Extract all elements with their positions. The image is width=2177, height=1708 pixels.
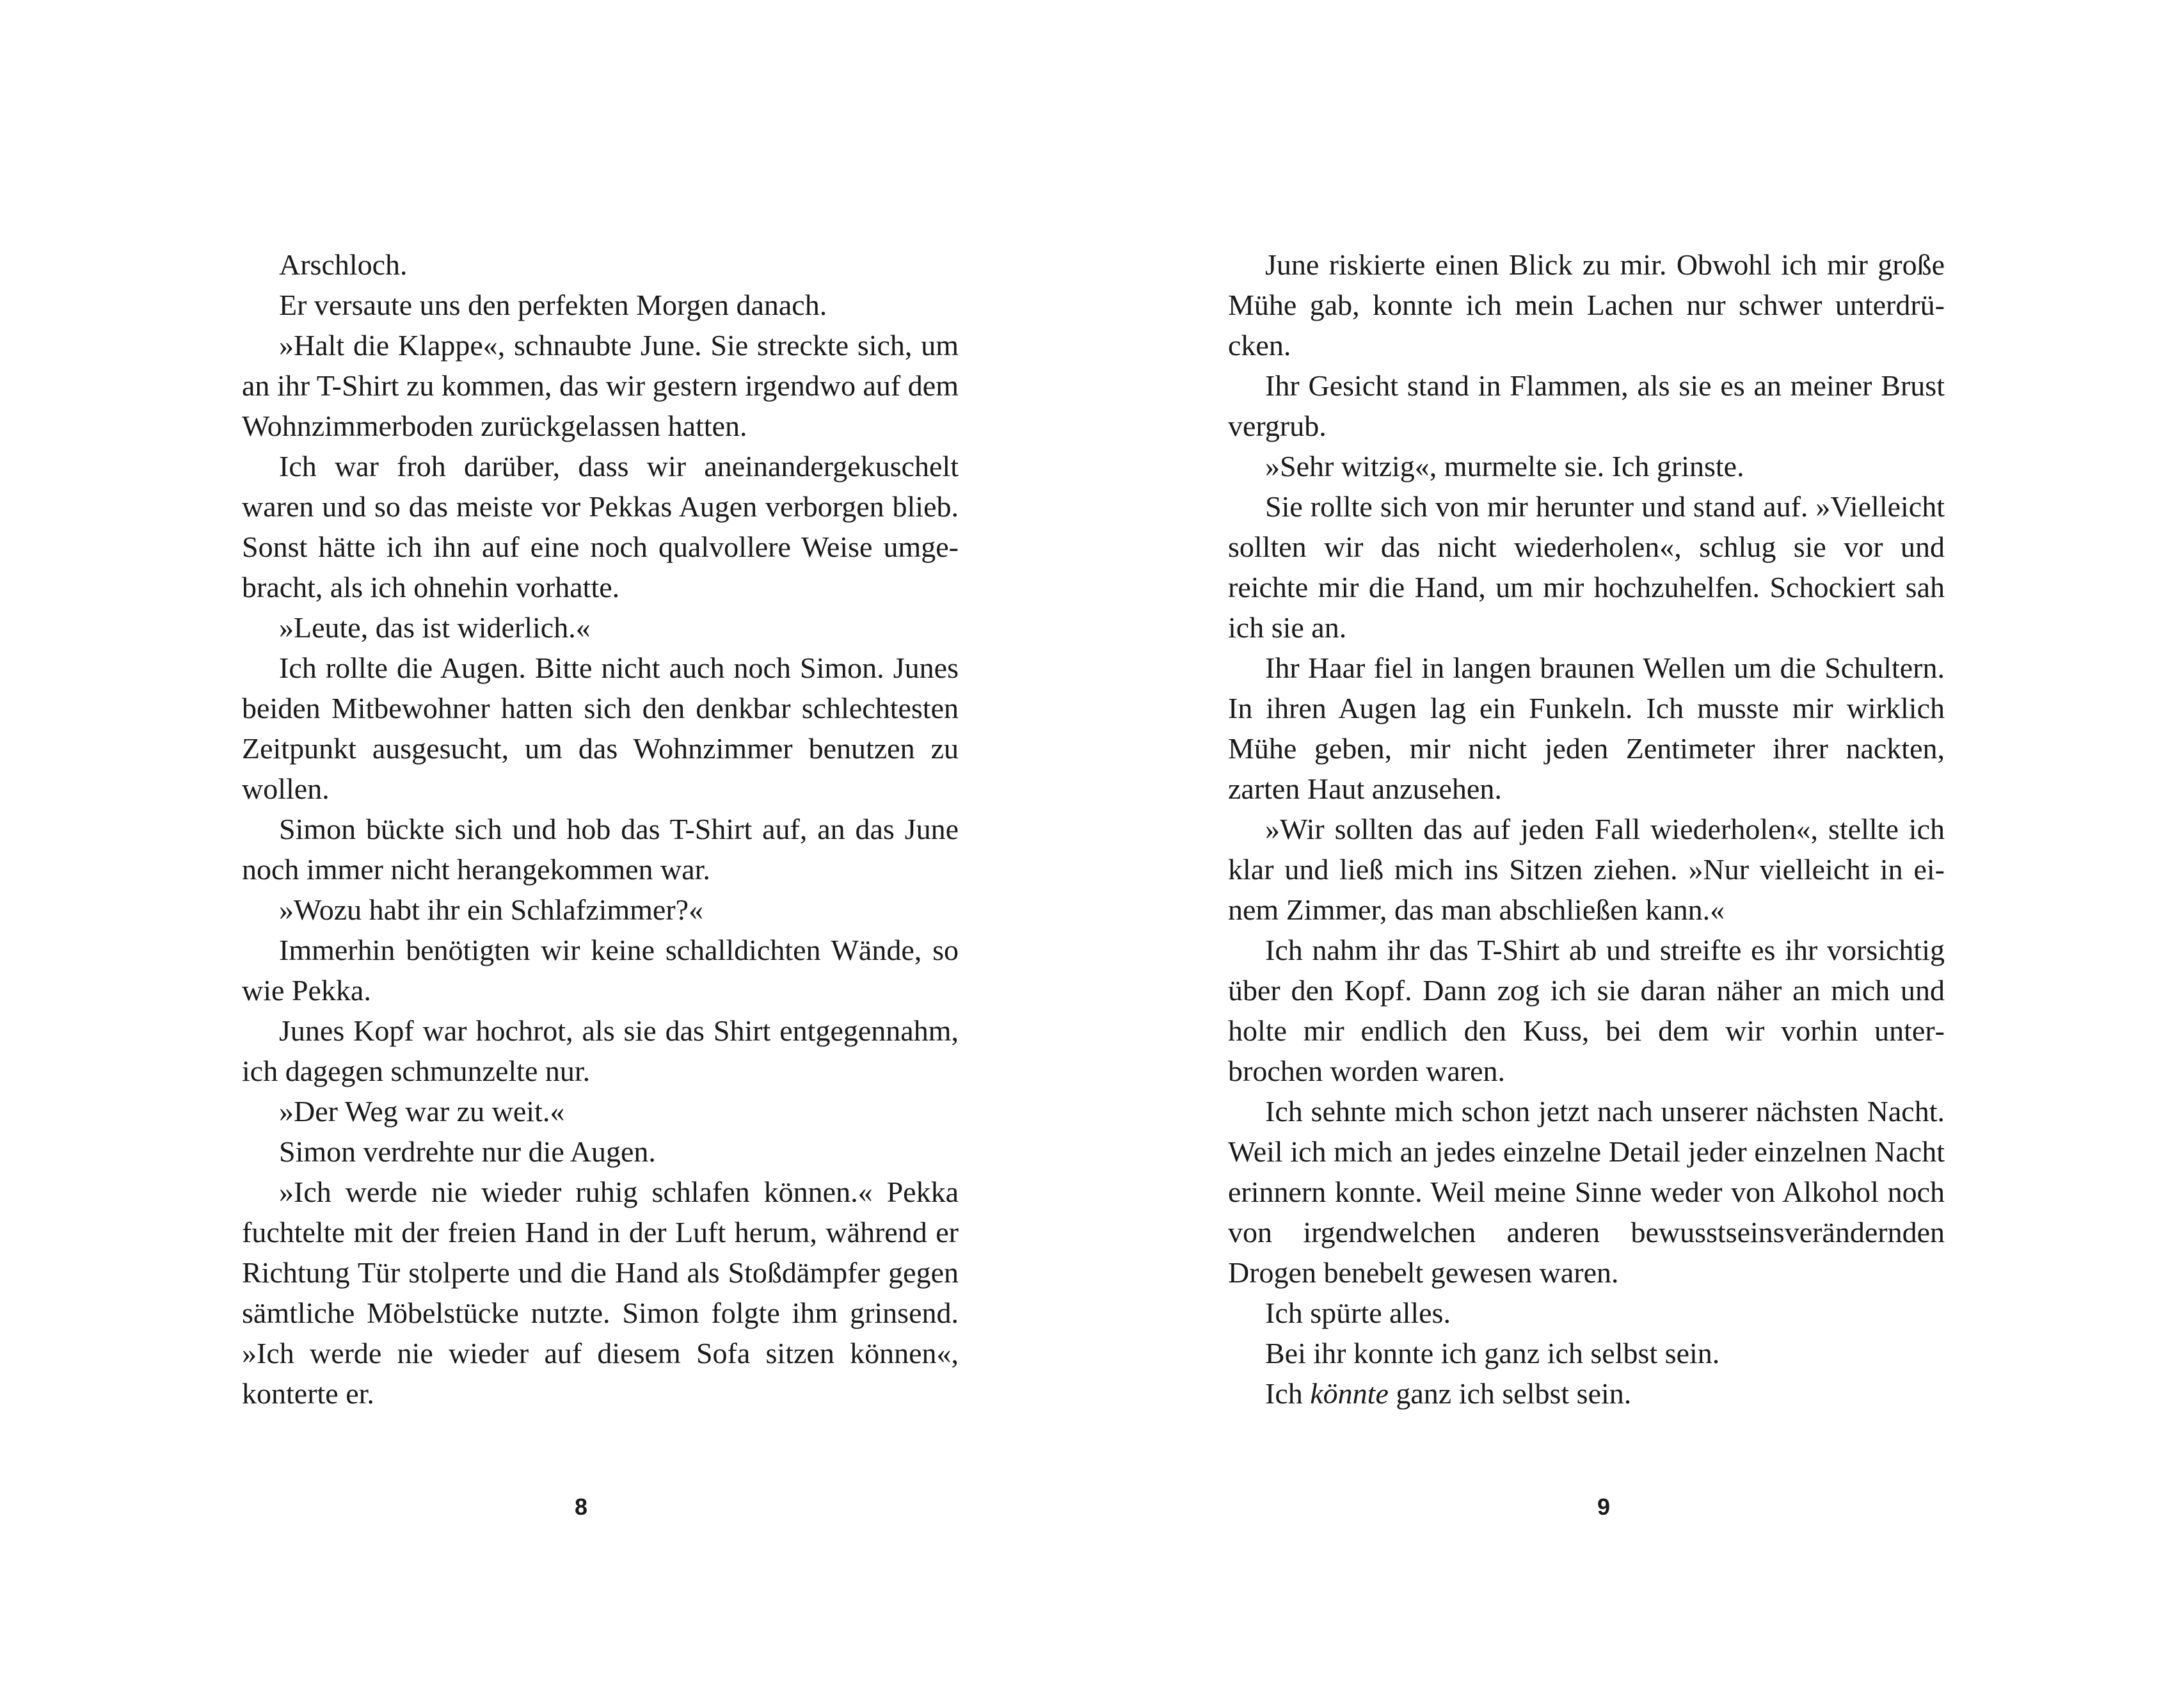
right-page-text: [1228, 244, 1945, 1414]
paragraph: »Sehr witzig«, murmelte sie. Ich grinste.: [1265, 450, 1744, 483]
paragraph: Ihr Gesicht stand in Flammen, als sie es an meiner Brust vergrub.: [1228, 369, 1945, 442]
paragraph: »Wir sollten das auf jeden Fall wiederholen«, stellte ich klar und ließ mich ins Sitzen ziehen. »Nur vielleicht in einem Zimmer, das man abschließen kann.«: [1228, 813, 1945, 926]
paragraph: »Leute, das ist widerlich.«: [279, 611, 591, 644]
paragraph: Simon bückte sich und hob das T-Shirt auf, an das June noch immer nicht herangekommen war.: [242, 813, 959, 886]
paragraph: »Halt die Klappe«, schnaubte June. Sie streckte sich, um an ihr T-Shirt zu kommen, das wir gestern irgendwo auf dem Wohnzimmerboden zurückgelassen hatten.: [242, 329, 959, 442]
paragraph: Junes Kopf war hochrot, als sie das Shirt entgegennahm, ich dagegen schmunzelte nur.: [242, 1014, 959, 1087]
last-line-before: Ich: [1265, 1377, 1311, 1410]
last-line-emphasis: könnte: [1310, 1377, 1389, 1410]
paragraph: June riskierte einen Blick zu mir. Obwohl ich mir große Mühe gab, konnte ich mein Lachen nur schwer unterdrücken.: [1228, 248, 1945, 362]
paragraph: Bei ihr konnte ich ganz ich selbst sein.: [1265, 1337, 1720, 1369]
paragraph: Arschloch.: [279, 248, 408, 281]
page-number-right: 9: [1597, 1494, 1611, 1520]
paragraph-last: [1228, 1373, 1945, 1414]
page-number-left: 8: [575, 1494, 588, 1520]
left-page-text: [242, 244, 959, 1414]
paragraph: Ich sehnte mich schon jetzt nach unserer nächsten Nacht. Weil ich mich an jedes einzelne Detail jeder einzelnen Nacht erinnern konnte. Weil meine Sinne weder von Alkohol noch von irgendwelchen anderen bewusstseinsverändernden Drogen benebelt gewesen waren.: [1228, 1095, 1945, 1289]
last-line-after: ganz ich selbst sein.: [1388, 1377, 1632, 1410]
paragraph: Ich nahm ihr das T-Shirt ab und streifte es ihr vorsichtig über den Kopf. Dann zog ich sie daran näher an mich und holte mir endlich den Kuss, bei dem wir vorhin unterbrochen worden waren.: [1228, 934, 1945, 1087]
paragraph: »Wozu habt ihr ein Schlafzimmer?«: [279, 893, 704, 926]
left-page: [0, 0, 1088, 1708]
paragraph: Ich spürte alles.: [1265, 1297, 1451, 1329]
paragraph: »Ich werde nie wieder ruhig schlafen können.« Pekka fuchtelte mit der freien Hand in der Luft herum, während er Richtung Tür stolperte und die Hand als Stoßdämpfer gegen sämtliche Möbelstücke nutzte. Simon folgte ihm grinsend. »Ich werde nie wieder auf diesem Sofa sitzen können«, konterte er.: [242, 1176, 959, 1410]
paragraph: Sie rollte sich von mir herunter und stand auf. »Vielleicht sollten wir das nicht wiederholen«, schlug sie vor und reichte mir die Hand, um mir hochzuhelfen. Schockiert sah ich sie an.: [1228, 490, 1945, 644]
paragraph: Er versaute uns den perfekten Morgen danach.: [279, 289, 827, 321]
paragraph: Immerhin benötigten wir keine schalldichten Wände, so wie Pekka.: [242, 934, 959, 1007]
paragraph: Ich rollte die Augen. Bitte nicht auch noch Simon. Junes beiden Mitbewohner hatten sich den denkbar schlechtesten Zeitpunkt ausgesucht, um das Wohnzimmer benutzen zu wollen.: [242, 651, 959, 805]
paragraph: »Der Weg war zu weit.«: [279, 1095, 565, 1128]
right-page: [1088, 0, 2177, 1708]
paragraph: Ihr Haar fiel in langen braunen Wellen um die Schultern. In ihren Augen lag ein Funkeln. Ich musste mir wirklich Mühe geben, mir nicht jeden Zentimeter ihrer nackten, zarten Haut anzusehen.: [1228, 651, 1945, 805]
paragraph: Simon verdrehte nur die Augen.: [279, 1135, 656, 1168]
paragraph: Ich war froh darüber, dass wir aneinandergekuschelt waren und so das meiste vor Pekkas Augen verborgen blieb. Sonst hätte ich ihn auf eine noch qualvollere Weise umgebracht, als ich ohnehin vorhatte.: [242, 450, 959, 603]
